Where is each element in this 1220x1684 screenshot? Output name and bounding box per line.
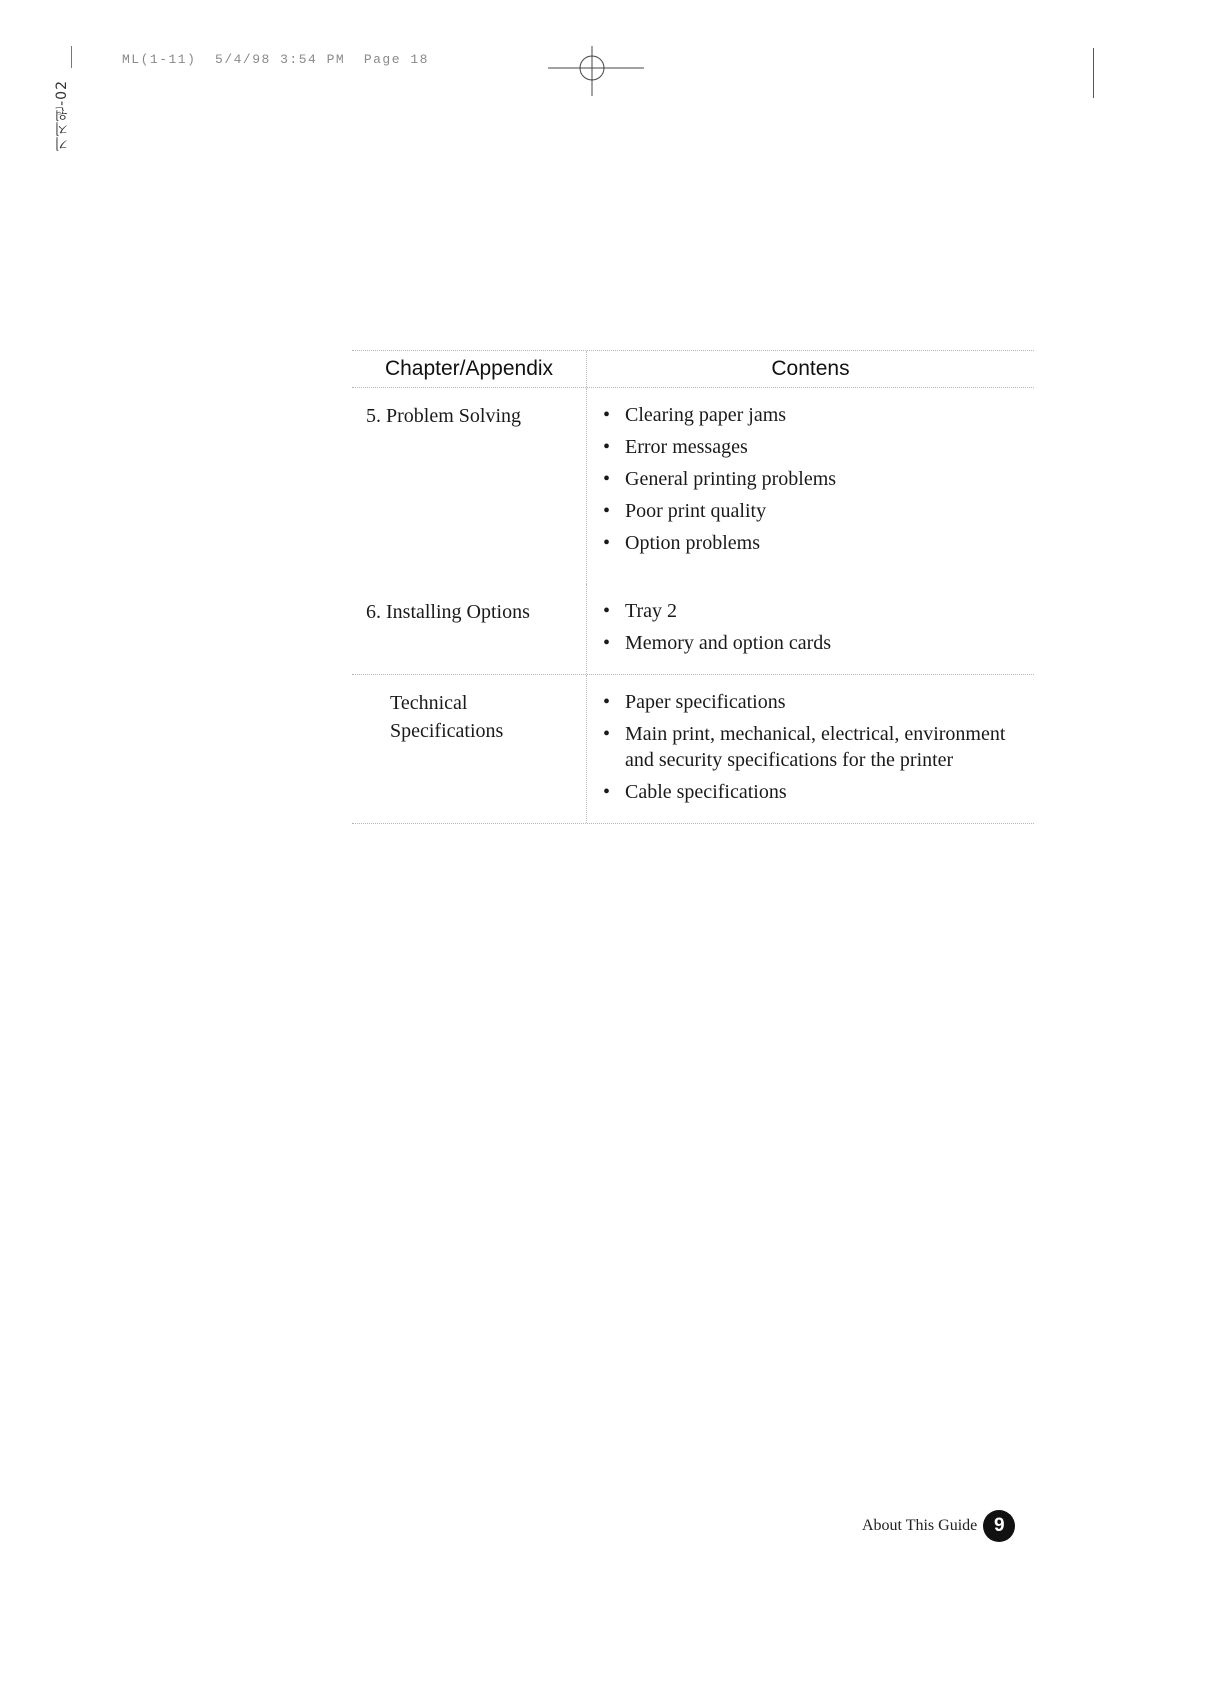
list-item: • Clearing paper jams	[601, 402, 1034, 428]
crop-mark-left	[71, 46, 72, 68]
table-row	[352, 584, 1034, 674]
side-margin-label: 기지원-02	[54, 80, 70, 151]
footer-section-label: About This Guide	[862, 1517, 978, 1534]
page-footer	[862, 1510, 1015, 1542]
contents-table	[352, 350, 1034, 824]
list-item: • Memory and option cards	[601, 630, 1034, 656]
table-row	[352, 388, 1034, 584]
list-item: • Cable specifications	[601, 779, 1034, 805]
chapter-contents	[586, 584, 1034, 674]
registration-mark-icon	[548, 46, 644, 96]
list-item: • Poor print quality	[601, 498, 1034, 524]
list-item: • Option problems	[601, 530, 1034, 556]
list-item: • Tray 2	[601, 598, 1034, 624]
chapter-title: 5. Problem Solving	[366, 405, 522, 427]
chapter-title: 6. Installing Options	[366, 601, 530, 623]
page-number-badge: 9	[983, 1510, 1015, 1542]
list-item: • Error messages	[601, 434, 1034, 460]
table-header	[352, 350, 1034, 388]
header-chapter-appendix: Chapter/Appendix	[384, 357, 554, 380]
appendix-title	[352, 675, 586, 823]
appendix-contents	[586, 675, 1034, 823]
print-slug: ML(1-11) 5/4/98 3:54 PM Page 18	[122, 52, 429, 67]
appendix-title-line: Technical	[390, 692, 468, 714]
list-item: • Main print, mechanical, electrical, environment and security specifications for the printer	[601, 721, 1034, 773]
chapter-contents	[586, 388, 1034, 584]
appendix-title-line: Specifications	[390, 720, 504, 742]
list-item: • General printing problems	[601, 466, 1034, 492]
crop-mark-right	[1093, 48, 1094, 98]
header-contents: Contens	[586, 351, 1034, 387]
table-row	[352, 675, 1034, 823]
table-group-chapters	[352, 388, 1034, 675]
table-group-appendix	[352, 675, 1034, 824]
list-item: • Paper specifications	[601, 689, 1034, 715]
